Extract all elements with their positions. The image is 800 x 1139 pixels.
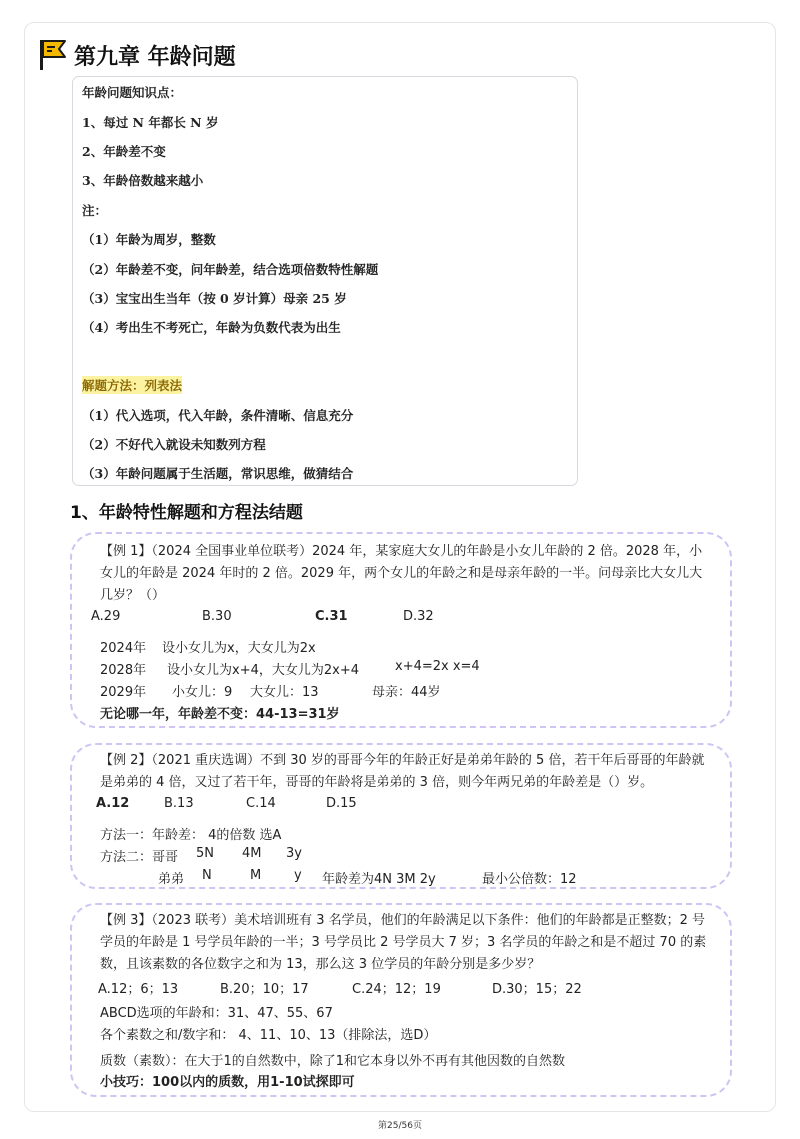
solution-text: N bbox=[202, 868, 212, 883]
solution-conclusion: 无论哪一年，年龄差不变：44-13=31岁 bbox=[100, 707, 340, 722]
flag-icon bbox=[38, 38, 68, 72]
option: B.30 bbox=[202, 609, 232, 624]
example-1-question: 【例 1】（2024 全国事业单位联考）2024 年，某家庭大女儿的年龄是小女儿年龄的 2 倍。2028 年，小女儿的年龄是 2024 年时的 2 倍。2029 年，两个女儿的年龄之和是母亲年龄的一半。问母亲比大女儿大几岁？（） bbox=[100, 544, 703, 603]
example-3-box bbox=[70, 903, 732, 1097]
note-item: （1）年龄为周岁，整数 bbox=[82, 232, 216, 247]
method-label: 解题方法：列表法 bbox=[82, 378, 183, 393]
solution-text: ABCD选项的年龄和：31、47、55、67 bbox=[100, 1006, 333, 1021]
chapter-header bbox=[38, 38, 236, 72]
option-correct: C.31 bbox=[315, 609, 348, 624]
option: D.30；15；22 bbox=[492, 982, 582, 997]
solution-text: 大女儿：13 bbox=[250, 685, 319, 700]
option: A.29 bbox=[91, 609, 121, 624]
solution-text: 弟弟 bbox=[158, 872, 185, 887]
option: C.24；12；19 bbox=[352, 982, 441, 997]
solution-text: 最小公倍数：12 bbox=[482, 872, 577, 887]
example-2-box bbox=[70, 743, 732, 889]
solution-text: 2029年 bbox=[100, 685, 147, 700]
solution-text: 母亲：44岁 bbox=[372, 685, 441, 700]
knowledge-point: 3、年龄倍数越来越小 bbox=[82, 173, 204, 188]
solution-text: 4M bbox=[242, 846, 262, 861]
solution-text: 方法二：哥哥 bbox=[100, 850, 179, 865]
solution-text: M bbox=[250, 868, 262, 883]
chapter-title: 第九章 年龄问题 bbox=[74, 44, 236, 70]
tip-text: 小技巧：100以内的质数，用1-10试探即可 bbox=[100, 1075, 355, 1090]
knowledge-point: 2、年龄差不变 bbox=[82, 144, 166, 159]
option: D.32 bbox=[403, 609, 434, 624]
note-item: （3）宝宝出生当年（按 0 岁计算）母亲 25 岁 bbox=[82, 291, 347, 306]
option-correct: A.12 bbox=[96, 796, 130, 811]
solution-text: y bbox=[294, 868, 302, 883]
option: B.20；10；17 bbox=[220, 982, 309, 997]
note-item: （4）考出生不考死亡，年龄为负数代表为出生 bbox=[82, 320, 341, 335]
solution-text: 小女儿：9 bbox=[172, 685, 233, 700]
example-2-question: 【例 2】（2021 重庆选调）不到 30 岁的哥哥今年的年龄正好是弟弟年龄的 5 倍，若干年后哥哥的年龄就是弟弟的 4 倍，又过了若干年，哥哥的年龄将是弟弟的 3 倍，则今年两兄弟的年龄差是（）岁。 bbox=[100, 753, 705, 790]
option: D.15 bbox=[326, 796, 357, 811]
solution-text: 质数（素数）：在大于1的自然数中，除了1和它本身以外不再有其他因数的自然数 bbox=[100, 1054, 566, 1069]
option: C.14 bbox=[246, 796, 276, 811]
note-item: （2）年龄差不变，问年龄差，结合选项倍数特性解题 bbox=[82, 262, 379, 277]
solution-text: 2028年 bbox=[100, 663, 147, 678]
solution-text: 3y bbox=[286, 846, 302, 861]
solution-text: 年龄差为4N 3M 2y bbox=[322, 872, 436, 887]
solution-text: 设小女儿为x+4，大女儿为2x+4 bbox=[167, 663, 359, 678]
solution-text: 各个素数之和/数字和： 4、11、10、13（排除法，选D） bbox=[100, 1028, 437, 1043]
solution-text: 设小女儿为x，大女儿为2x bbox=[162, 641, 316, 656]
knowledge-box bbox=[72, 76, 578, 486]
solution-text: 方法一：年龄差： 4的倍数 选A bbox=[100, 828, 282, 843]
solution-text: 5N bbox=[196, 846, 214, 861]
method-item: （2）不好代入就设未知数列方程 bbox=[82, 437, 266, 452]
option: A.12；6；13 bbox=[98, 982, 179, 997]
section-title: 1、年龄特性解题和方程法结题 bbox=[70, 503, 303, 523]
example-3-question: 【例 3】（2023 联考）美术培训班有 3 名学员，他们的年龄满足以下条件：他们的年龄都是正整数；2 号学员的年龄是 1 号学员年龄的一半；3 号学员比 2 号学员大 7 岁；3 名学员的年龄之和是不超过 70 的素数，且该素数的各位数字之和为 13，那么这 3 位学员的年龄分别是多少岁？ bbox=[100, 913, 707, 972]
knowledge-heading: 年龄问题知识点： bbox=[82, 85, 183, 100]
option: B.13 bbox=[164, 796, 194, 811]
method-item: （1）代入选项，代入年龄，条件清晰、信息充分 bbox=[82, 408, 354, 423]
example-1-box bbox=[70, 532, 732, 728]
method-item: （3）年龄问题属于生活题，常识思维，做猜结合 bbox=[82, 466, 354, 481]
page-number: 第25/56页 bbox=[378, 1121, 422, 1131]
note-label: 注： bbox=[82, 203, 108, 218]
solution-text: 2024年 bbox=[100, 641, 147, 656]
knowledge-point: 1、每过 N 年都长 N 岁 bbox=[82, 115, 219, 130]
solution-text: x+4=2x x=4 bbox=[395, 659, 480, 674]
